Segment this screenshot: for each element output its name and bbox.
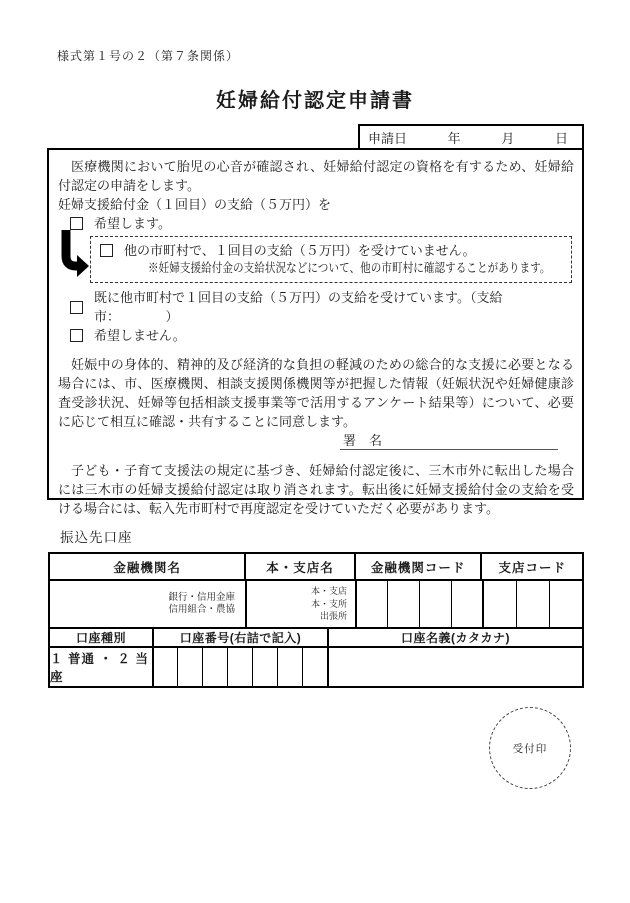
signature-label: 署 名 xyxy=(343,433,383,448)
reception-stamp-area xyxy=(489,707,571,789)
bank-section-title: 振込先口座 xyxy=(60,530,133,545)
account-number-cell[interactable] xyxy=(177,648,202,686)
institution-code-cell[interactable] xyxy=(355,581,387,627)
already-received-checkbox[interactable] xyxy=(70,301,83,314)
page-title: 妊婦給付認定申請書 xyxy=(216,90,414,112)
header-account-type: 口座種別 xyxy=(75,631,126,645)
confirm-note: ※妊婦支援給付金の支給状況などについて、他の市町村に確認することがあります。 xyxy=(148,261,551,275)
year-label: 年 xyxy=(447,130,461,146)
application-body-box xyxy=(47,148,584,516)
option-wish-row xyxy=(70,214,574,233)
confirm-row xyxy=(90,236,574,283)
institution-type-labels xyxy=(168,592,235,616)
header-account-name: 口座名義(カタカナ) xyxy=(327,629,582,646)
bank-entry-row xyxy=(50,579,582,627)
account-number-cell[interactable] xyxy=(252,648,277,686)
elbow-arrow-icon xyxy=(59,229,89,279)
account-number-cell[interactable] xyxy=(152,648,177,686)
header-account-number: 口座番号(右詰で記入) xyxy=(152,629,327,646)
institution-code-cell[interactable] xyxy=(387,581,419,627)
institution-code-cell[interactable] xyxy=(451,581,482,627)
consent-paragraph: 妊娠中の身体的、精神的及び経済的な負担の軽減のための総合的な支援に必要となる場合には、市、医療機関、相談支援関係機関等が把握した情報（妊娠状況や妊婦健康診査受診状況、妊婦等包括相談支援事業等で活用するアンケート結果等）について、必要に応じて相互に確認・共有することに同意します。 xyxy=(58,357,574,429)
branch-type-line1: 本・支店 xyxy=(310,586,347,597)
header-branch-name: 本・支店名 xyxy=(244,554,354,579)
benefit-line: 妊婦支援給付金（１回目）の支給（５万円）を xyxy=(58,197,332,212)
form-number: 様式第１号の２（第７条関係） xyxy=(57,49,240,63)
account-entry-row xyxy=(50,646,582,686)
branch-code-cell[interactable] xyxy=(549,581,582,627)
header-institution-name: 金融機関名 xyxy=(113,560,181,575)
not-received-checkbox[interactable] xyxy=(100,244,113,257)
header-branch-code: 支店コード xyxy=(480,554,582,579)
institution-type-line1: 銀行・信用金庫 xyxy=(168,592,235,603)
account-header-row xyxy=(50,627,582,646)
institution-name-cell[interactable] xyxy=(50,581,245,627)
not-received-confirm-box xyxy=(90,236,572,283)
branch-code-cell[interactable] xyxy=(482,581,516,627)
option-no-wish-row xyxy=(70,326,574,345)
header-institution-code: 金融機関コード xyxy=(354,554,481,579)
account-number-cell[interactable] xyxy=(277,648,302,686)
not-received-label: 他の市町村で、１回目の支給（５万円）を受けていません。 xyxy=(124,243,476,258)
application-date-label: 申請日 xyxy=(368,130,408,146)
transfer-notice-paragraph: 子ども・子育て支援法の規定に基づき、妊婦給付認定後に、三木市外に転出した場合には三木市の妊婦支援給付認定は取り消されます。転出後に妊婦支援給付金の支給を受ける場合には、転入先市町村で再度認定を受けていただく必要があります。 xyxy=(58,463,574,516)
branch-name-cell[interactable] xyxy=(245,581,355,627)
option-wish-label: 希望します。 xyxy=(94,216,171,231)
account-name-cell[interactable] xyxy=(327,648,582,686)
application-date-field[interactable] xyxy=(358,124,584,150)
day-label: 日 xyxy=(554,130,568,146)
option-already-received-row xyxy=(70,288,574,326)
bank-account-table xyxy=(48,552,584,688)
no-wish-checkbox[interactable] xyxy=(70,329,83,342)
month-label: 月 xyxy=(501,130,515,146)
intro-paragraph: 医療機関において胎児の心音が確認され、妊婦給付認定の資格を有するため、妊婦給付認定の申請をします。 xyxy=(58,159,574,193)
account-number-cell[interactable] xyxy=(302,648,327,686)
bank-header-row xyxy=(50,554,582,579)
account-number-cell[interactable] xyxy=(227,648,252,686)
no-wish-label: 希望しません。 xyxy=(94,328,186,343)
branch-type-line2: 本・支所 xyxy=(310,598,347,609)
branch-code-cell[interactable] xyxy=(516,581,549,627)
reception-stamp-label: 受付印 xyxy=(512,742,548,755)
institution-code-cell[interactable] xyxy=(419,581,451,627)
already-received-label: 既に他市町村で１回目の支給（５万円）の支給を受けています。（支給市： ） xyxy=(94,290,503,324)
account-type-cell[interactable]: １ 普通 ・ ２ 当座 xyxy=(50,652,149,684)
institution-type-line2: 信用組合・農協 xyxy=(168,604,235,615)
not-received-row xyxy=(100,241,565,260)
branch-type-labels xyxy=(311,585,347,623)
account-number-cell[interactable] xyxy=(202,648,227,686)
branch-type-line3: 出張所 xyxy=(319,611,347,622)
signature-line[interactable] xyxy=(340,431,558,450)
